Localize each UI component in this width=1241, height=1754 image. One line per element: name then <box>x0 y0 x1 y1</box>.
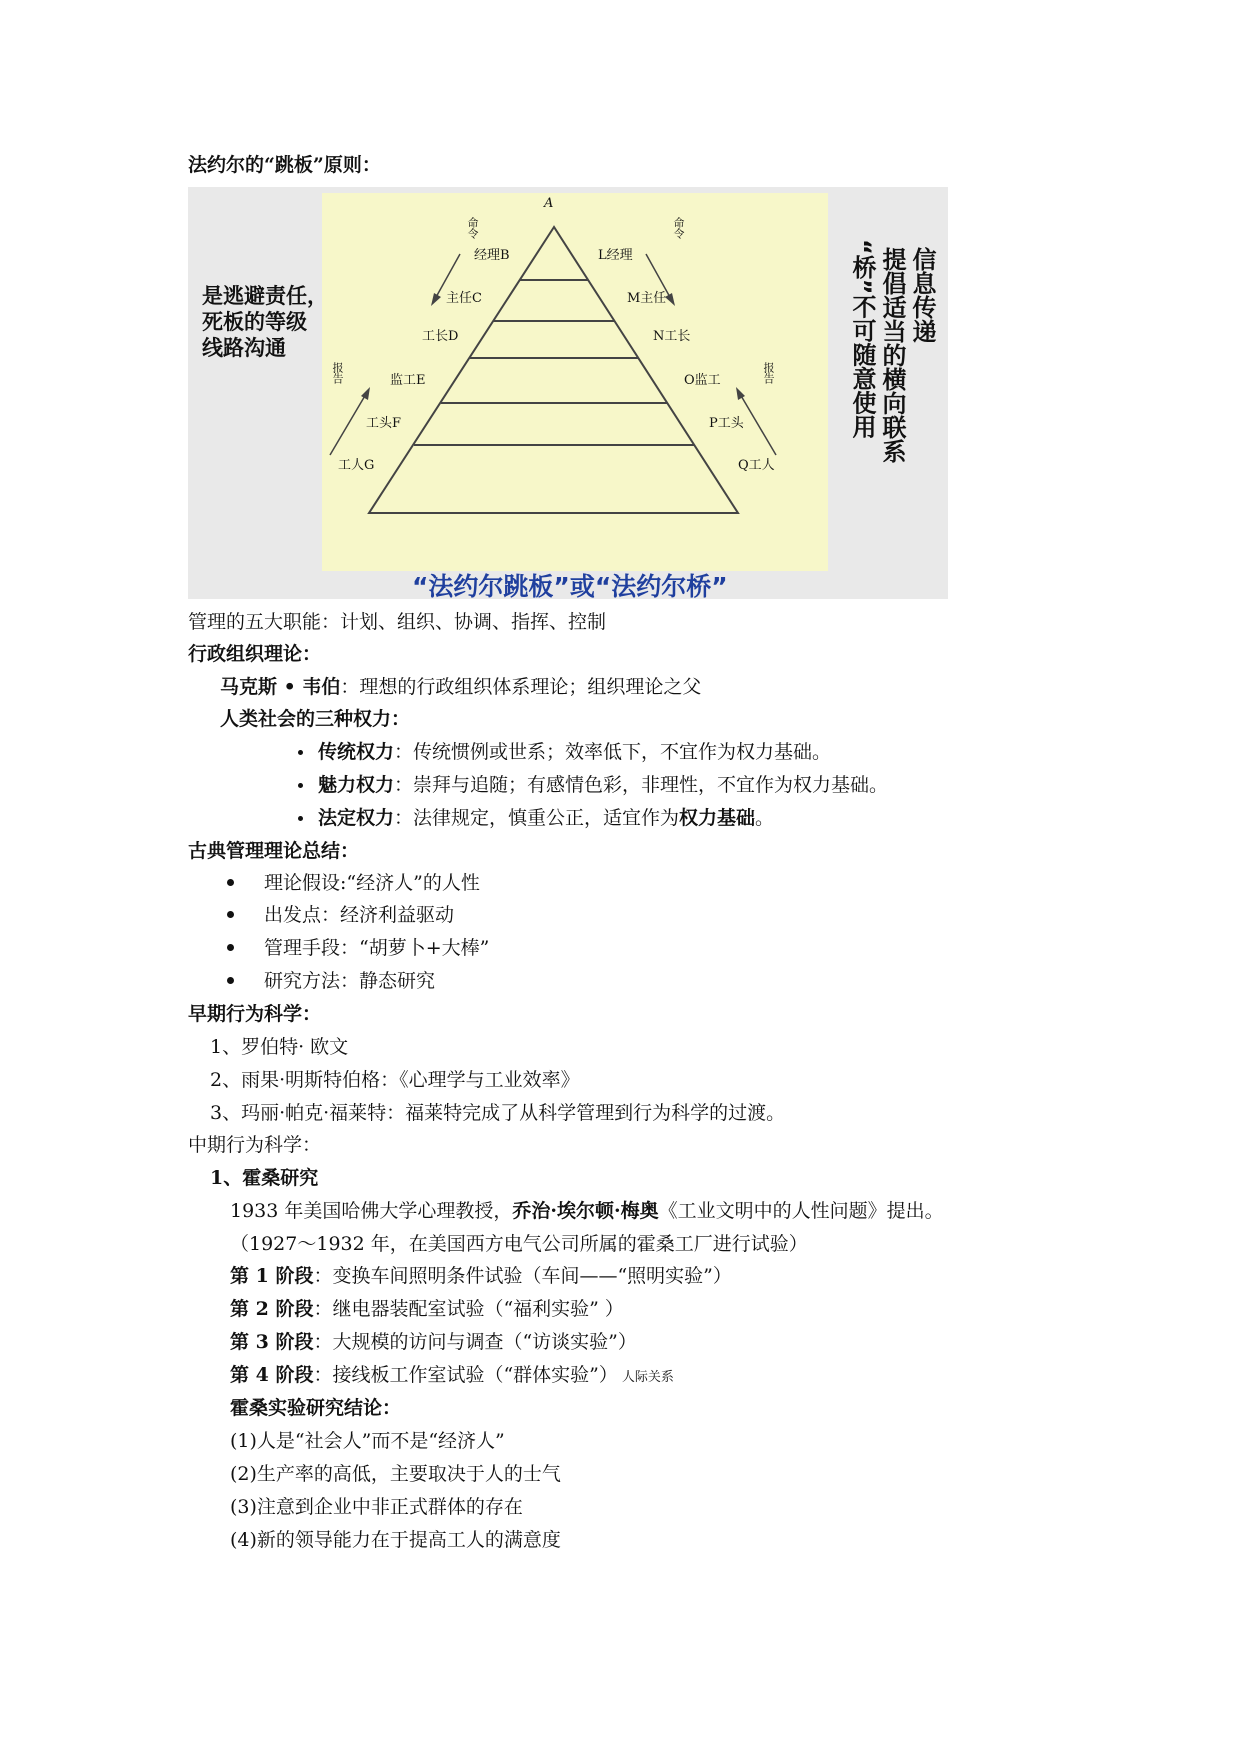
power-charisma <box>318 773 888 797</box>
hawthorne-intro <box>230 1199 944 1223</box>
level-right-2: M主任 <box>627 291 667 306</box>
power-text: ：传统惯例或世系；效率低下，不宜作为权力基础。 <box>394 741 832 763</box>
weber-name: 马克斯 • 韦伯 <box>220 676 341 698</box>
classic-item-1: 理论假设:“经济人”的人性 <box>264 872 480 894</box>
early-item-1: 1、罗伯特· 欧文 <box>210 1036 349 1058</box>
report-label-left: 报告 <box>331 362 344 384</box>
stage-4 <box>230 1363 674 1390</box>
right-note-col-2: 提倡适当的横向联系 <box>878 247 906 463</box>
stage-2 <box>230 1297 624 1321</box>
stage-label: 第 4 阶段 <box>230 1364 314 1386</box>
classic-item-4: 研究方法：静态研究 <box>264 970 436 992</box>
stage-text: ：接线板工作室试验（“群体实验”） <box>313 1364 618 1386</box>
right-note-col-1: 信息传递 <box>908 247 936 343</box>
stage-text: ：继电器装配室试验（“福利实验” ） <box>313 1298 624 1320</box>
power-text: ：崇拜与追随；有感情色彩，非理性，不宜作为权力基础。 <box>394 774 889 796</box>
stage-note: 人际关系 <box>621 1370 674 1385</box>
bullet-dot <box>227 977 234 984</box>
left-note-line-3: 线路沟通 <box>202 336 286 360</box>
stage-label: 第 2 阶段 <box>230 1298 314 1320</box>
figure-title: “法约尔跳板”或“法约尔桥” <box>412 572 728 601</box>
level-right-4: O监工 <box>684 373 721 388</box>
arrowhead <box>361 387 370 400</box>
level-right-5: P工头 <box>709 416 744 431</box>
early-heading: 早期行为科学： <box>188 1003 322 1025</box>
mayo-name: 乔治·埃尔顿·梅奥 <box>512 1200 659 1222</box>
level-left-2: 主任C <box>446 291 482 306</box>
stage-label: 第 3 阶段 <box>230 1331 314 1353</box>
level-right-6: Q工人 <box>738 458 775 473</box>
level-right-1: L经理 <box>598 248 633 263</box>
early-item-2: 2、雨果·明斯特伯格：《心理学与工业效率》 <box>210 1069 580 1091</box>
bullet-dot <box>227 879 234 886</box>
hawthorne-heading: 1、霍桑研究 <box>210 1167 319 1189</box>
power-legal <box>318 806 774 830</box>
left-note <box>202 283 328 361</box>
report-arrow-left <box>330 394 366 455</box>
level-left-5: 工头F <box>366 416 402 431</box>
arrowhead <box>736 387 745 400</box>
conclusion-2: (2)生产率的高低，主要取决于人的士气 <box>230 1463 561 1485</box>
three-powers-heading: 人类社会的三种权力： <box>220 708 411 730</box>
power-text: ：法律规定，慎重公正，适宜作为 <box>394 807 680 829</box>
section-heading-springboard: 法约尔的“跳板”原则： <box>188 154 381 176</box>
left-note-line-1: 是逃避责任， <box>202 284 328 308</box>
stage-1 <box>230 1264 732 1288</box>
conclusion-1: (1)人是“社会人”而不是“经济人” <box>230 1430 505 1452</box>
power-traditional <box>318 740 831 764</box>
level-left-6: 工人G <box>338 458 375 473</box>
admin-heading: 行政组织理论： <box>188 643 322 665</box>
bullet-dot <box>298 750 303 755</box>
command-label-right: 命令 <box>672 217 685 239</box>
five-functions: 管理的五大职能：计划、组织、协调、指挥、控制 <box>188 611 607 633</box>
classic-heading: 古典管理理论总结： <box>188 840 360 862</box>
conclusion-3: (3)注意到企业中非正式群体的存在 <box>230 1496 523 1518</box>
hawthorne-period: （1927～1932 年，在美国西方电气公司所属的霍桑工厂进行试验） <box>230 1233 808 1255</box>
weber-line <box>220 675 701 699</box>
level-right-3: N工长 <box>653 329 691 344</box>
weber-text: ：理想的行政组织体系理论；组织理论之父 <box>340 676 702 698</box>
level-left-4: 监工E <box>390 373 426 388</box>
right-note-col-3: “桥”不可随意使用 <box>848 239 876 439</box>
apex-label: A <box>544 196 554 211</box>
intro-post: 《工业文明中的人性问题》提出。 <box>658 1200 944 1222</box>
report-arrow-right <box>740 394 776 455</box>
intro-pre: 1933 年美国哈佛大学心理教授， <box>230 1200 513 1222</box>
conclusion-heading: 霍桑实验研究结论： <box>230 1397 402 1419</box>
power-name: 传统权力 <box>318 741 395 763</box>
bullet-dot <box>298 783 303 788</box>
level-left-1: 经理B <box>474 248 510 263</box>
power-tail: 。 <box>755 807 775 829</box>
early-item-3: 3、玛丽·帕克·福莱特：福莱特完成了从科学管理到行为科学的过渡。 <box>210 1102 786 1124</box>
stage-3 <box>230 1330 637 1354</box>
pyramid-diagram <box>188 187 948 599</box>
level-left-3: 工长D <box>422 329 459 344</box>
power-name: 魅力权力 <box>318 774 395 796</box>
fayol-bridge-figure <box>188 187 948 599</box>
bullet-dot <box>227 911 234 918</box>
classic-item-3: 管理手段：“胡萝卜+大棒” <box>264 937 490 959</box>
arrowhead <box>431 293 441 306</box>
command-label-left: 命令 <box>466 217 479 239</box>
report-label-right: 报告 <box>762 362 775 384</box>
conclusion-4: (4)新的领导能力在于提高工人的满意度 <box>230 1529 561 1551</box>
bullet-dot <box>227 944 234 951</box>
stage-text: ：大规模的访问与调查（“访谈实验”） <box>313 1331 637 1353</box>
mid-heading: 中期行为科学： <box>188 1134 322 1156</box>
stage-label: 第 1 阶段 <box>230 1265 314 1287</box>
power-name: 法定权力 <box>318 807 395 829</box>
stage-text: ：变换车间照明条件试验（车间——“照明实验”） <box>313 1265 732 1287</box>
classic-item-2: 出发点：经济利益驱动 <box>264 904 455 926</box>
power-strong: 权力基础 <box>679 807 756 829</box>
arrowhead <box>665 293 675 306</box>
bullet-dot <box>298 816 303 821</box>
left-note-line-2: 死板的等级 <box>202 310 307 334</box>
